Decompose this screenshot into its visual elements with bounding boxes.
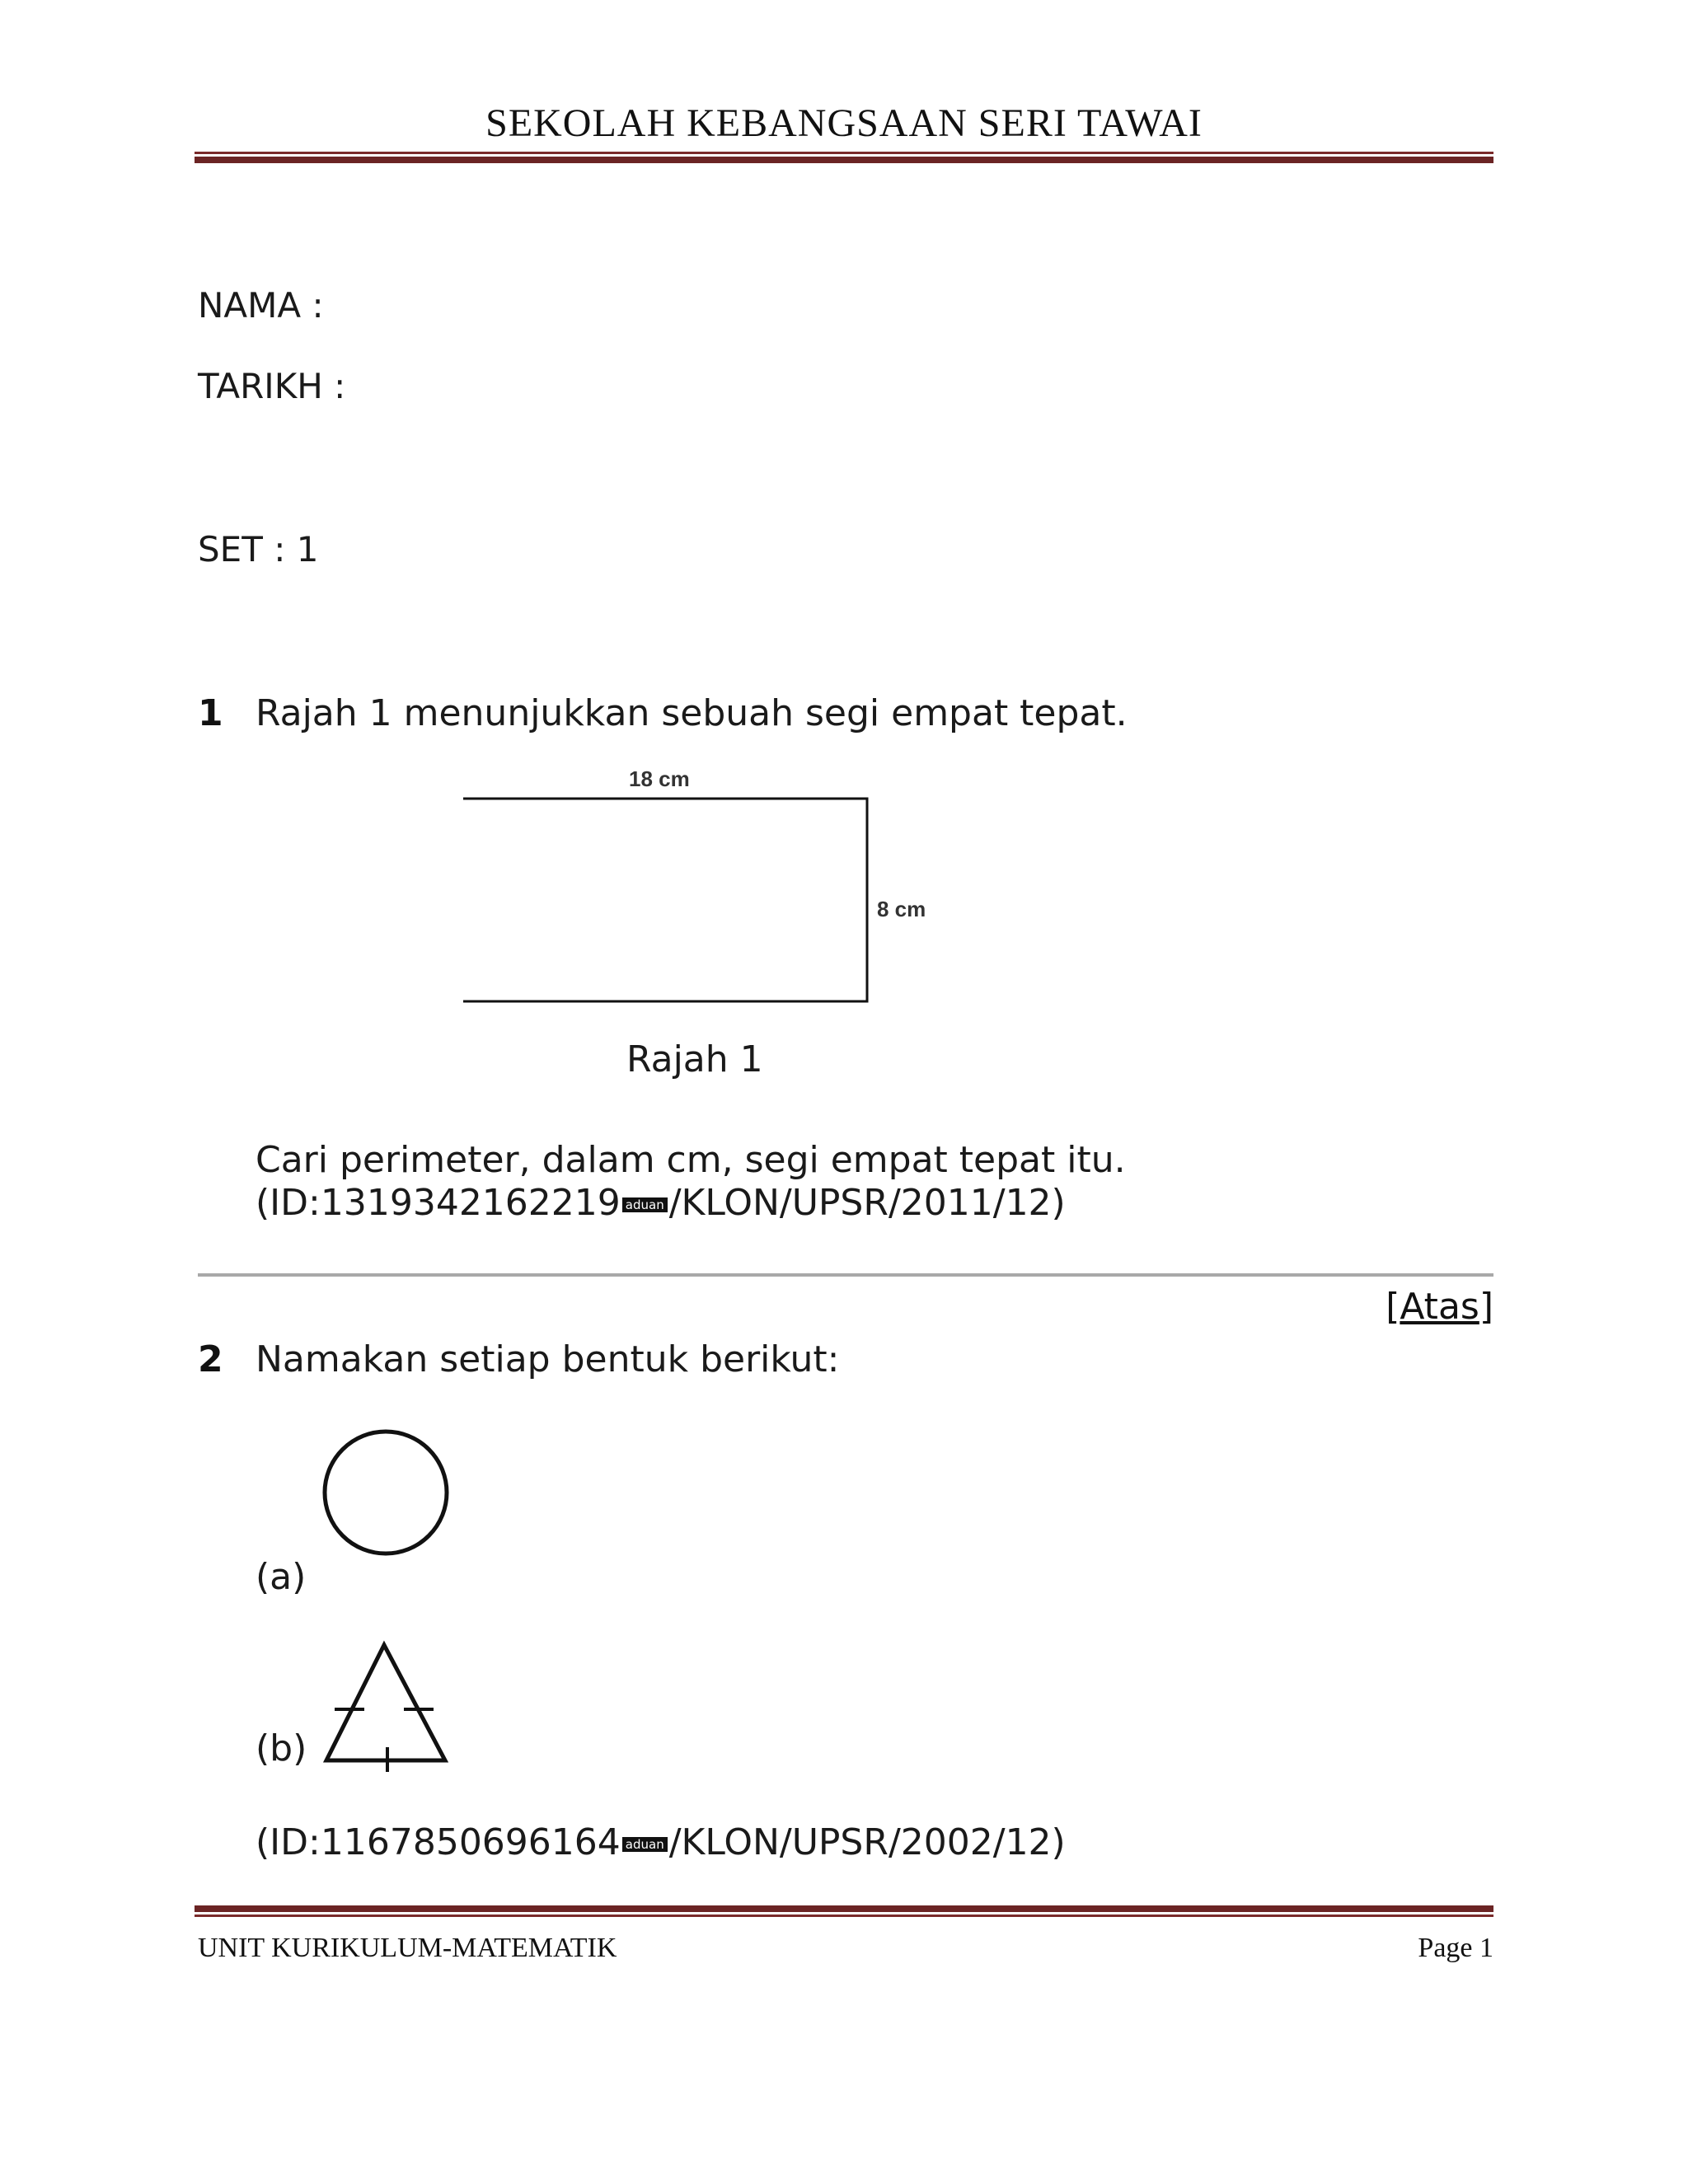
- question-2-id-prefix: (ID:1167850696164: [256, 1821, 621, 1863]
- aduan-badge[interactable]: aduan: [622, 1837, 668, 1852]
- footer-unit-label: UNIT KURIKULUM-MATEMATIK: [198, 1933, 617, 1963]
- atas-nav: [1386, 1286, 1493, 1328]
- item-b-label: (b): [256, 1727, 307, 1769]
- atas-bracket-close: ]: [1479, 1286, 1493, 1328]
- figure-caption: Rajah 1: [626, 1038, 763, 1080]
- question-1-text: Rajah 1 menunjukkan sebuah segi empat tepat.: [256, 692, 1128, 734]
- nama-label: NAMA :: [198, 285, 324, 326]
- set-label: SET : 1: [198, 529, 319, 569]
- school-title: SEKOLAH KEBANGSAAN SERI TAWAI: [485, 101, 1203, 145]
- atas-link[interactable]: Atas: [1400, 1286, 1479, 1328]
- question-2-text: Namakan setiap bentuk berikut:: [256, 1338, 840, 1380]
- header-rule-thin: [195, 152, 1493, 154]
- equilateral-triangle-shape: [313, 1640, 462, 1772]
- footer-rule-thick: [195, 1905, 1493, 1912]
- question-divider: [198, 1273, 1493, 1277]
- question-2-number: 2: [198, 1338, 223, 1380]
- question-1-id-prefix: (ID:1319342162219: [256, 1182, 621, 1224]
- atas-bracket-open: [: [1386, 1286, 1400, 1328]
- triangle-outline: [326, 1645, 445, 1760]
- footer-page-label: Page 1: [1418, 1933, 1493, 1963]
- question-2-id: [256, 1821, 1066, 1863]
- header-rule-thick: [195, 157, 1493, 163]
- question-1-id: [256, 1182, 1066, 1224]
- question-1-id-suffix: /KLON/UPSR/2011/12): [668, 1182, 1066, 1224]
- item-a-label: (a): [256, 1556, 307, 1598]
- aduan-badge[interactable]: aduan: [622, 1197, 668, 1212]
- tarikh-label: TARIKH :: [198, 366, 346, 406]
- circle-shape: [313, 1422, 462, 1570]
- question-1-instruction: Cari perimeter, dalam cm, segi empat tepat itu.: [256, 1139, 1126, 1181]
- question-2-id-suffix: /KLON/UPSR/2002/12): [668, 1821, 1066, 1863]
- question-1-number: 1: [198, 692, 223, 734]
- rectangle-outline: [463, 799, 867, 1001]
- footer-rule-thin: [195, 1915, 1493, 1917]
- circle-outline: [325, 1432, 447, 1554]
- rectangle-side-label: 8 cm: [877, 897, 926, 921]
- rectangle-figure: [453, 758, 948, 1005]
- rectangle-top-label: 18 cm: [629, 766, 690, 791]
